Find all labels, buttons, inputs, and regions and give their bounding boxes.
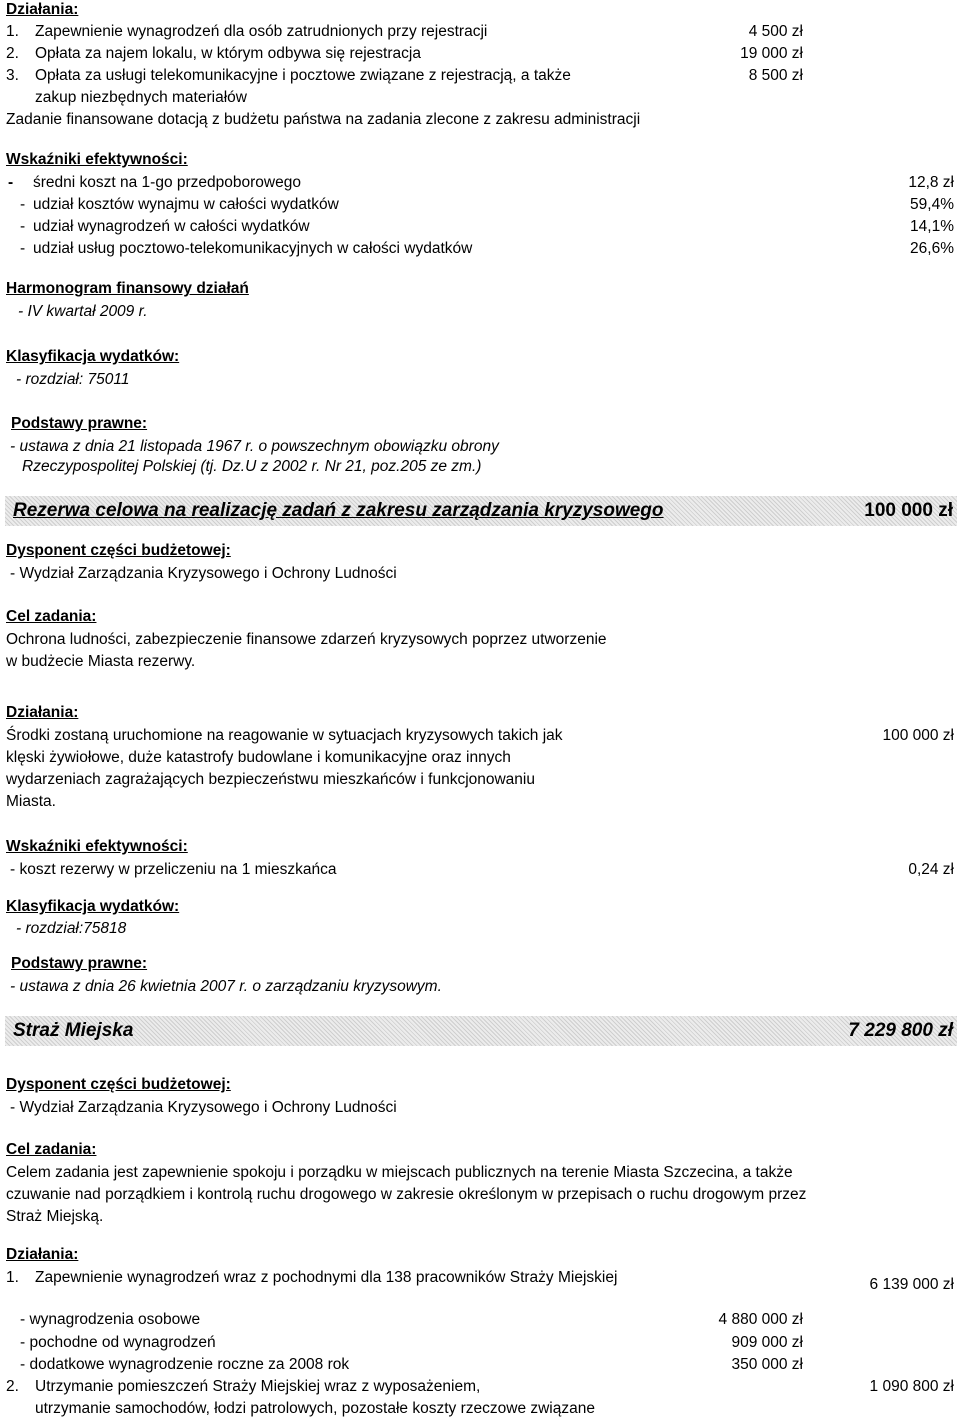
indicator-text: udział wynagrodzeń w całości wydatków (33, 218, 310, 235)
classification-heading: Klasyfikacja wydatków: (6, 348, 180, 365)
goal-text: Ochrona ludności, zabezpieczenie finansowe zdarzeń kryzysowych poprzez utworzenie (6, 631, 607, 648)
indicator-value: 59,4% (910, 196, 954, 213)
indicator-value: 0,24 zł (908, 861, 954, 878)
indicator-bullet: - (20, 218, 26, 235)
action-amount: 4 500 zł (748, 23, 803, 40)
action-number: 1. (6, 23, 19, 40)
subitem-text: - dodatkowe wynagrodzenie roczne za 2008 rok (20, 1356, 350, 1373)
action-text: Opłata za usługi telekomunikacyjne i pocztowe związane z rejestracją, a także (35, 67, 571, 84)
action-text: Zapewnienie wynagrodzeń dla osób zatrudnionych przy rejestracji (35, 23, 488, 40)
actions-heading: Działania: (6, 1, 79, 18)
funding-note: Zadanie finansowane dotacją z budżetu państwa na zadania zlecone z zakresu administracji (6, 111, 641, 128)
section-amount: 100 000 zł (864, 500, 953, 521)
section-title-band (5, 496, 957, 526)
section-title: Straż Miejska (13, 1020, 134, 1041)
section-title-band (5, 1016, 957, 1046)
indicator-text: - koszt rezerwy w przeliczeniu na 1 mieszkańca (10, 861, 337, 878)
legal-basis-heading: Podstawy prawne: (11, 955, 148, 972)
classification-heading: Klasyfikacja wydatków: (6, 898, 180, 915)
action-text: Zapewnienie wynagrodzeń wraz z pochodnymi dla 138 pracowników Straży Miejskiej (35, 1269, 618, 1286)
classification-item: - rozdział: 75011 (16, 371, 130, 388)
action-number: 2. (6, 1378, 19, 1395)
indicator-text: średni koszt na 1-go przedpoborowego (33, 174, 301, 191)
section-title: Rezerwa celowa na realizację zadań z zakresu zarządzania kryzysowego (13, 500, 664, 521)
action-amount: 8 500 zł (748, 67, 803, 84)
classification-item: - rozdział:75818 (16, 920, 127, 937)
indicators-heading: Wskaźniki efektywności: (6, 838, 188, 855)
action-text: klęski żywiołowe, duże katastrofy budowlane i komunikacyjne oraz innych (6, 749, 511, 766)
disposer-heading: Dysponent części budżetowej: (6, 542, 231, 559)
actions-heading: Działania: (6, 704, 79, 721)
subitem-amount: 4 880 000 zł (718, 1311, 803, 1328)
indicator-value: 12,8 zł (908, 174, 954, 191)
disposer-item: - Wydział Zarządzania Kryzysowego i Ochrony Ludności (10, 565, 397, 582)
indicator-bullet: - (20, 196, 26, 213)
indicator-value: 14,1% (910, 218, 954, 235)
indicators-heading: Wskaźniki efektywności: (6, 151, 188, 168)
action-amount: 1 090 800 zł (869, 1378, 954, 1395)
legal-basis-line: - ustawa z dnia 21 listopada 1967 r. o powszechnym obowiązku obrony (10, 438, 499, 455)
goal-heading: Cel zadania: (6, 1141, 97, 1158)
goal-text: Celem zadania jest zapewnienie spokoju i porządku w miejscach publicznych na terenie Miasta Szczecina, a także (6, 1164, 793, 1181)
subitem-text: - wynagrodzenia osobowe (20, 1311, 201, 1328)
action-number: 2. (6, 45, 19, 62)
legal-basis-line: - ustawa z dnia 26 kwietnia 2007 r. o zarządzaniu kryzysowym. (10, 978, 442, 995)
legal-basis-heading: Podstawy prawne: (11, 415, 148, 432)
action-text: Miasta. (6, 793, 56, 810)
actions-heading: Działania: (6, 1246, 79, 1263)
section-amount: 7 229 800 zł (848, 1020, 953, 1041)
indicator-text: udział usług pocztowo-telekomunikacyjnych w całości wydatków (33, 240, 473, 257)
disposer-heading: Dysponent części budżetowej: (6, 1076, 231, 1093)
action-amount: 6 139 000 zł (869, 1276, 954, 1293)
disposer-item: - Wydział Zarządzania Kryzysowego i Ochrony Ludności (10, 1099, 397, 1116)
subitem-amount: 350 000 zł (731, 1356, 803, 1373)
goal-heading: Cel zadania: (6, 608, 97, 625)
indicator-value: 26,6% (910, 240, 954, 257)
action-text-continued: utrzymanie samochodów, łodzi patrolowych, pozostałe koszty rzeczowe związane (35, 1400, 595, 1417)
indicator-text: udział kosztów wynajmu w całości wydatków (33, 196, 339, 213)
action-text: Utrzymanie pomieszczeń Straży Miejskiej wraz z wyposażeniem, (35, 1378, 481, 1395)
action-text: Opłata za najem lokalu, w którym odbywa się rejestracja (35, 45, 421, 62)
goal-text: Straż Miejską. (6, 1208, 104, 1225)
subitem-amount: 909 000 zł (731, 1334, 803, 1351)
legal-basis-line: Rzeczypospolitej Polskiej (tj. Dz.U z 2002 r. Nr 21, poz.205 ze zm.) (22, 458, 482, 475)
action-number: 3. (6, 67, 19, 84)
goal-text: w budżecie Miasta rezerwy. (6, 653, 196, 670)
schedule-item: - IV kwartał 2009 r. (18, 303, 148, 320)
subitem-text: - pochodne od wynagrodzeń (20, 1334, 216, 1351)
action-amount: 19 000 zł (740, 45, 803, 62)
action-text: wydarzeniach zagrażających bezpieczeństwu mieszkańców i funkcjonowaniu (6, 771, 535, 788)
indicator-bullet: - (8, 174, 14, 191)
action-text: Środki zostaną uruchomione na reagowanie w sytuacjach kryzysowych takich jak (6, 727, 563, 744)
indicator-bullet: - (20, 240, 26, 257)
action-text-continued: zakup niezbędnych materiałów (35, 89, 247, 106)
action-number: 1. (6, 1269, 19, 1286)
goal-text: czuwanie nad porządkiem i kontrolą ruchu drogowego w zakresie określonym w przepisach o ruchu drogowym przez (6, 1186, 807, 1203)
action-amount: 100 000 zł (882, 727, 954, 744)
schedule-heading: Harmonogram finansowy działań (6, 280, 249, 297)
